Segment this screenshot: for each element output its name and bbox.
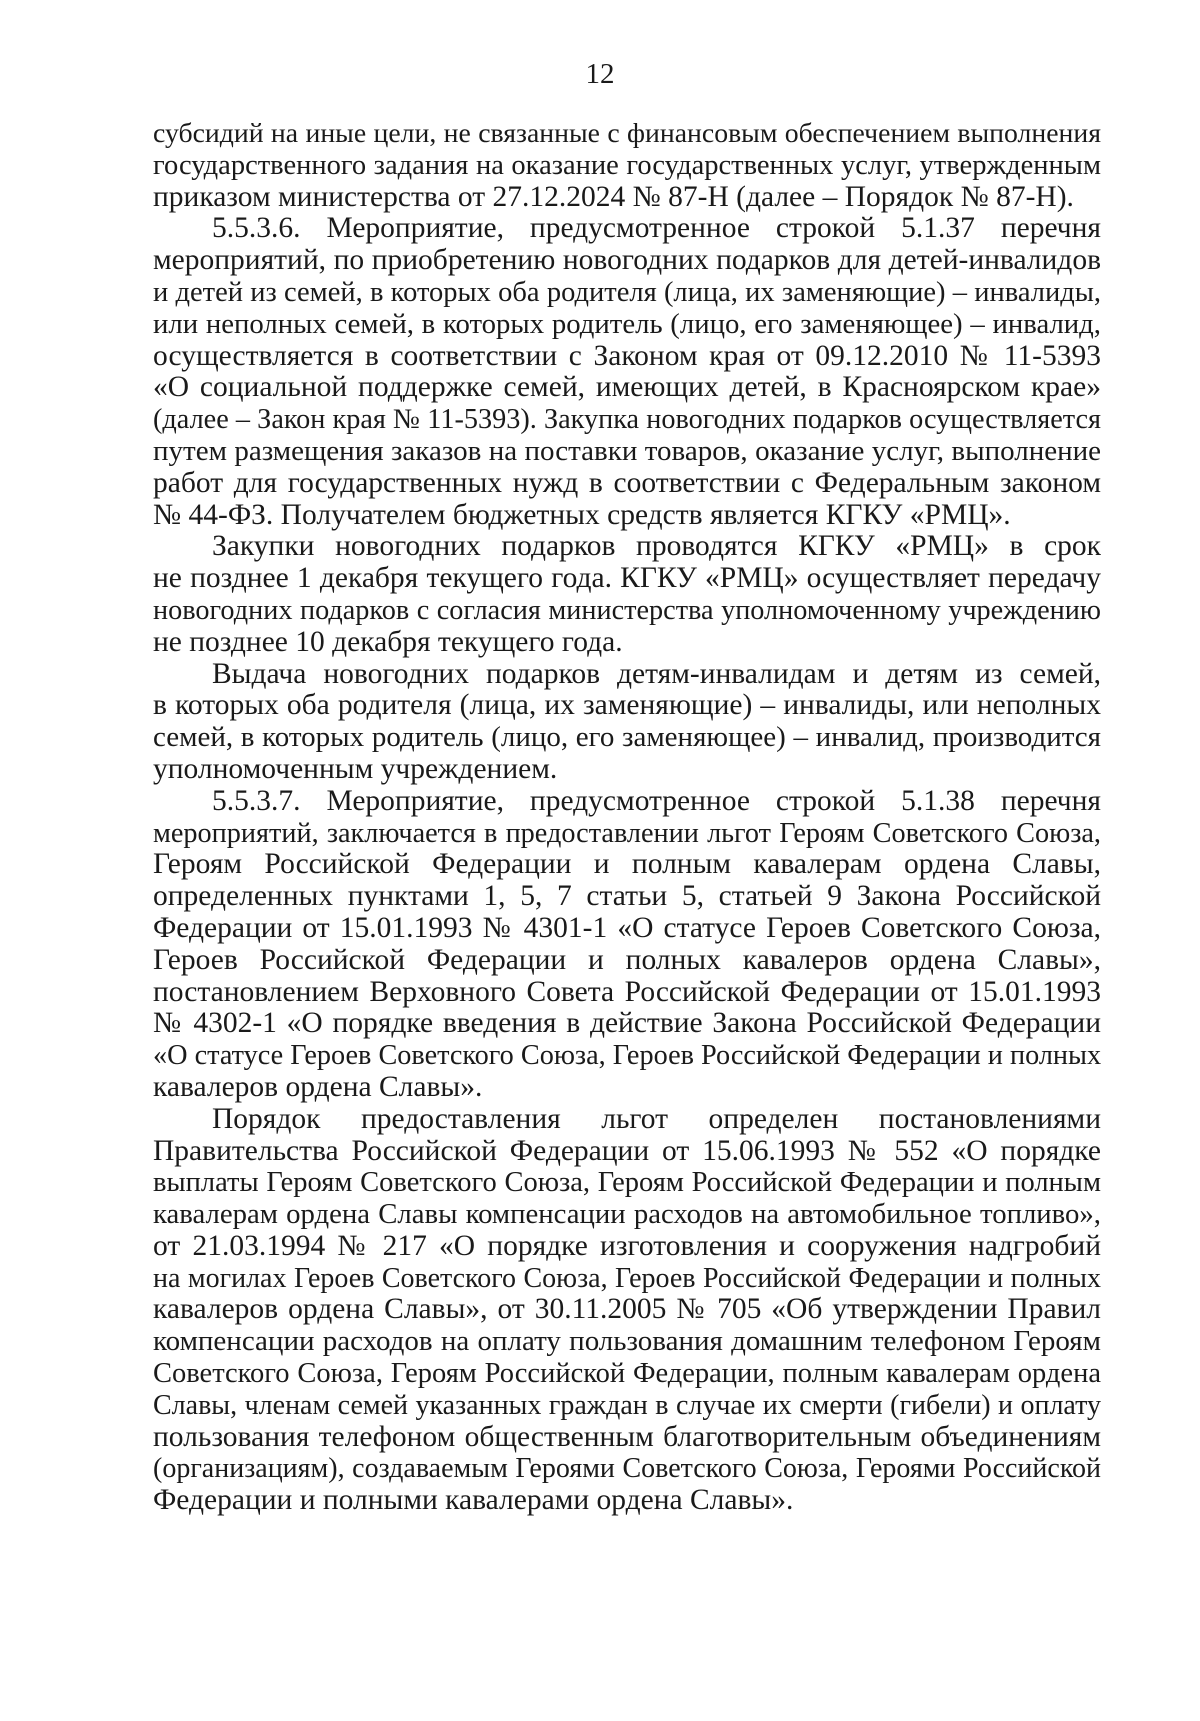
text-line: не позднее 1 декабря текущего года. КГКУ «РМЦ» осуществляет передачу [153, 562, 1101, 595]
text-line: Порядок предоставления льгот определен постановлениями [212, 1102, 1101, 1135]
text-line: «О статусе Героев Советского Союза, Героев Российской Федерации и полных [153, 1040, 1102, 1072]
text-line: путем размещения заказов на поставки товаров, оказание услуг, выполнение [153, 434, 1101, 467]
text-line: и детей из семей, в которых оба родителя (лица, их заменяющие) – инвалиды, [153, 276, 1101, 308]
text-line: Закупки новогодних подарков проводятся КГКУ «РМЦ» в срок [212, 530, 1101, 563]
text-line: приказом министерства от 27.12.2024 № 87-Н (далее – Порядок № 87-Н). [153, 180, 1074, 213]
text-line: новогодних подарков с согласия министерства уполномоченному учреждению [153, 594, 1101, 626]
text-line: 5.5.3.7. Мероприятие, предусмотренное строкой 5.1.38 перечня [212, 784, 1101, 817]
text-line: Героев Российской Федерации и полных кавалеров ордена Славы», [153, 943, 1101, 976]
text-line: в которых оба родителя (лица, их заменяющие) – инвалиды, или неполных [153, 689, 1101, 722]
text-line: осуществляется в соответствии с Законом края от 09.12.2010 № 11-5393 [153, 339, 1101, 372]
text-line: кавалеров ордена Славы». [153, 1070, 483, 1103]
text-line: кавалеров ордена Славы», от 30.11.2005 № 705 «Об утверждении Правил [153, 1293, 1101, 1326]
text-line: компенсации расходов на оплату пользования домашним телефоном Героям [153, 1325, 1101, 1358]
text-line: Правительства Российской Федерации от 15.06.1993 № 552 «О порядке [153, 1134, 1101, 1167]
text-line: мероприятий, по приобретению новогодних подарков для детей-инвалидов [153, 244, 1101, 277]
text-line: № 44-ФЗ. Получателем бюджетных средств является КГКУ «РМЦ». [153, 498, 1011, 531]
text-line: государственного задания на оказание государственных услуг, утвержденным [153, 149, 1101, 181]
text-line: Советского Союза, Героям Российской Федерации, полным кавалерам ордена [153, 1358, 1101, 1390]
text-line: (организациям), создаваемым Героями Советского Союза, Героями Российской [153, 1453, 1101, 1485]
text-line: Федерации и полными кавалерами ордена Славы». [153, 1484, 794, 1517]
text-line: не позднее 10 декабря текущего года. [153, 625, 623, 658]
text-line: семей, в которых родитель (лицо, его заменяющее) – инвалид, производится [153, 721, 1101, 754]
text-line: уполномоченным учреждением. [153, 752, 558, 785]
text-line: № 4302-1 «О порядке введения в действие Закона Российской Федерации [153, 1007, 1101, 1040]
document-body [153, 118, 1101, 1517]
text-line: Выдача новогодних подарков детям-инвалидам и детям из семей, [212, 657, 1101, 690]
text-line: определенных пунктами 1, 5, 7 статьи 5, статьей 9 Закона Российской [153, 880, 1101, 913]
text-line: «О социальной поддержке семей, имеющих детей, в Красноярском крае» [153, 371, 1101, 404]
page-number: 12 [585, 58, 615, 90]
text-line: работ для государственных нужд в соответствии с Федеральным законом [153, 466, 1101, 499]
text-line: Славы, членам семей указанных граждан в случае их смерти (гибели) и оплату [153, 1389, 1101, 1421]
text-line: кавалерам ордена Славы компенсации расходов на автомобильное топливо», [153, 1198, 1101, 1231]
text-line: 5.5.3.6. Мероприятие, предусмотренное строкой 5.1.37 перечня [212, 212, 1101, 245]
text-line: (далее – Закон края № 11-5393). Закупка новогодних подарков осуществляется [153, 404, 1101, 436]
text-line: на могилах Героев Советского Союза, Героев Российской Федерации и полных [153, 1262, 1101, 1294]
text-line: Федерации от 15.01.1993 № 4301-1 «О статусе Героев Советского Союза, [153, 911, 1101, 944]
text-line: от 21.03.1994 № 217 «О порядке изготовления и сооружения надгробий [153, 1229, 1101, 1262]
text-line: Героям Российской Федерации и полным кавалерам ордена Славы, [153, 848, 1101, 881]
text-line: пользования телефоном общественным благотворительным объединениям [153, 1420, 1101, 1453]
text-line: или неполных семей, в которых родитель (лицо, его заменяющее) – инвалид, [153, 307, 1101, 340]
text-line: субсидий на иные цели, не связанные с финансовым обеспечением выполнения [153, 118, 1101, 149]
text-line: постановлением Верховного Совета Российской Федерации от 15.01.1993 [153, 975, 1101, 1008]
text-line: мероприятий, заключается в предоставлении льгот Героям Советского Союза, [153, 817, 1101, 849]
text-line: выплаты Героям Советского Союза, Героям Российской Федерации и полным [153, 1167, 1101, 1199]
